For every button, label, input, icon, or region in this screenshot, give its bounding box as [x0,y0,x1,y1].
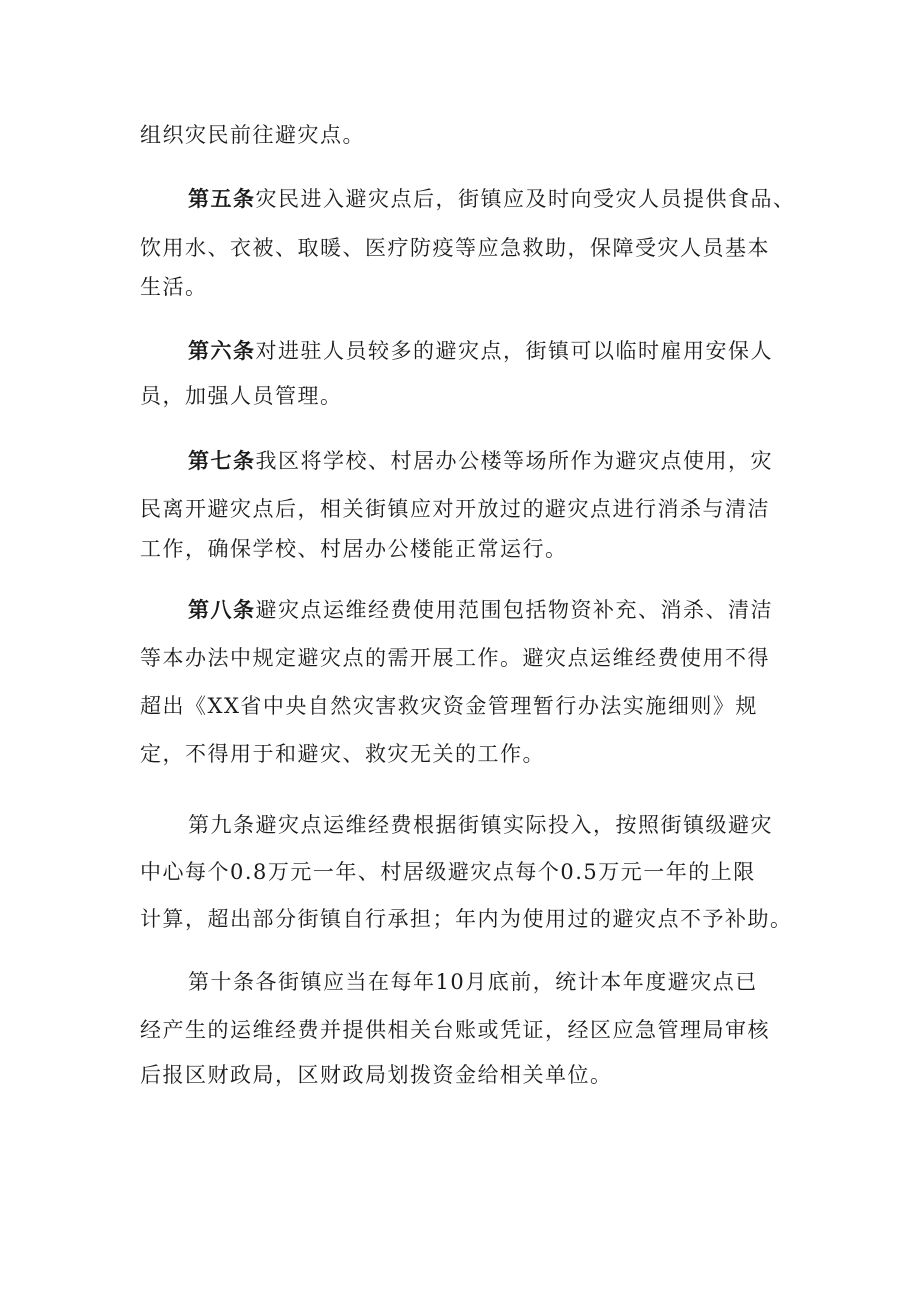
paragraph-line [140,857,800,887]
line-text: 等本办法中规定避灾点的需开展工作。避灾点运维经费使用不得 [140,646,770,670]
article-7-heading-line [188,446,800,476]
line-text: 第十条各街镇应当在每年10月底前，统计本年度避灾点已 [188,970,758,994]
article-9-first-line [188,810,800,840]
line-text: 定，不得用于和避灾、救灾无关的工作。 [140,742,545,766]
article-label: 第八条 [188,597,256,622]
line-text: 中心每个0.8万元一年、村居级避灾点每个0.5万元一年的上限 [140,860,756,884]
line-text: 后报区财政局，区财政局划拨资金给相关单位。 [140,1063,613,1087]
paragraph-line [140,1060,800,1090]
article-label: 第五条 [188,186,256,211]
line-text: 经产生的运维经费并提供相关台账或凭证，经区应急管理局审核 [140,1018,770,1042]
paragraph-line [140,691,800,721]
article-label: 第七条 [188,448,256,473]
line-text: 饮用水、衣被、取暖、医疗防疫等应急救助，保障受灾人员基本 [140,236,770,260]
line-text: 民离开避灾点后，相关街镇应对开放过的避灾点进行消杀与清洁 [140,497,770,521]
article-6-heading-line [188,336,800,366]
paragraph-line [140,494,800,524]
paragraph-line [140,381,800,411]
paragraph-line [140,904,800,934]
line-text: 生活。 [140,275,208,299]
article-label: 第六条 [188,338,256,363]
paragraph-line [140,233,800,263]
line-text: 灾民进入避灾点后，街镇应及时向受灾人员提供食品、 [255,187,796,211]
line-text: 组织灾民前往避灾点。 [140,123,365,147]
article-8-heading-line [188,595,800,625]
line-text: 我区将学校、村居办公楼等场所作为避灾点使用，灾 [255,449,773,473]
paragraph-line [140,534,800,564]
paragraph-line [140,739,800,769]
article-5-heading-line [188,184,800,214]
line-text: 对进驻人员较多的避灾点，街镇可以临时雇用安保人 [255,339,773,363]
line-text: 超出《XX省中央自然灾害救灾资金管理暂行办法实施细则》规 [140,694,758,718]
line-text: 工作，确保学校、村居办公楼能正常运行。 [140,537,568,561]
article-10-first-line [188,967,800,997]
paragraph-line [140,272,800,302]
line-text: 避灾点运维经费使用范围包括物资补充、消杀、清洁 [255,598,773,622]
paragraph-line [140,1015,800,1045]
paragraph-line [140,643,800,673]
line-text: 计算，超出部分街镇自行承担；年内为使用过的避灾点不予补助。 [140,907,793,931]
line-text: 第九条避灾点运维经费根据街镇实际投入，按照街镇级避灾 [188,813,773,837]
paragraph-line [140,120,800,150]
line-text: 员，加强人员管理。 [140,384,343,408]
